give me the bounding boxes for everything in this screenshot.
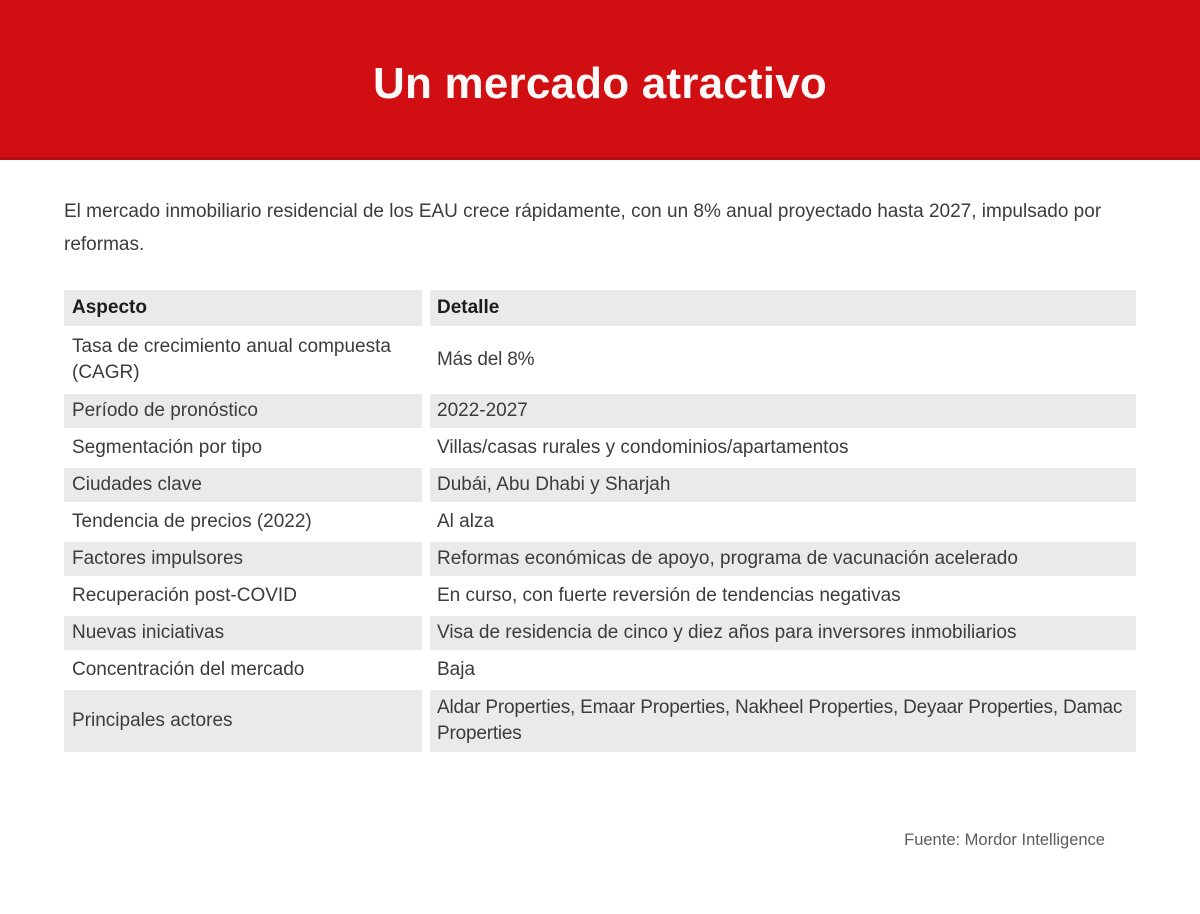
table-header-row xyxy=(64,290,1136,326)
table-row-drivers xyxy=(64,542,1136,576)
detail-cell: En curso, con fuerte reversión de tendencias negativas xyxy=(437,585,901,606)
detail-cell: Reformas económicas de apoyo, programa de vacunación acelerado xyxy=(430,542,1136,576)
table-row-market-concentration xyxy=(64,653,1136,687)
table-row-price-trend xyxy=(64,505,1136,539)
aspect-column-header: Aspecto xyxy=(64,290,422,326)
slide-content xyxy=(0,195,1200,850)
page-title: Un mercado atractivo xyxy=(373,58,827,108)
detail-column-header: Detalle xyxy=(430,290,1136,326)
intro-paragraph: El mercado inmobiliario residencial de los EAU crece rápidamente, con un 8% anual proyectado hasta 2027, impulsado por reformas. xyxy=(64,201,1102,255)
aspect-cell: Segmentación por tipo xyxy=(72,437,263,458)
aspect-cell: Nuevas iniciativas xyxy=(64,616,422,650)
detail-cell: Más del 8% xyxy=(437,349,535,370)
aspect-cell: Tendencia de precios (2022) xyxy=(72,511,312,532)
aspect-cell: Tasa de crecimiento anual compuesta (CAGR) xyxy=(72,336,391,383)
detail-cell: Al alza xyxy=(437,511,495,532)
aspect-cell: Factores impulsores xyxy=(64,542,422,576)
aspect-cell: Concentración del mercado xyxy=(72,659,305,680)
detail-cell: Aldar Properties, Emaar Properties, Nakheel Properties, Deyaar Properties, Damac Properties xyxy=(430,690,1136,752)
table-row-segmentation xyxy=(64,431,1136,465)
title-banner xyxy=(0,0,1200,160)
detail-cell: 2022-2027 xyxy=(430,394,1136,428)
table-row-main-players xyxy=(64,690,1136,752)
source-attribution: Fuente: Mordor Intelligence xyxy=(904,831,1105,849)
detail-cell: Baja xyxy=(437,659,476,680)
table-row-key-cities xyxy=(64,468,1136,502)
aspect-cell: Recuperación post-COVID xyxy=(72,585,297,606)
table-row-post-covid xyxy=(64,579,1136,613)
aspect-cell: Ciudades clave xyxy=(64,468,422,502)
table-row-new-initiatives xyxy=(64,616,1136,650)
aspect-cell: Principales actores xyxy=(64,690,422,752)
table-row-cagr xyxy=(64,329,1136,391)
table-row-forecast-period xyxy=(64,394,1136,428)
detail-cell: Villas/casas rurales y condominios/apartamentos xyxy=(437,437,849,458)
aspects-table xyxy=(64,290,1136,752)
detail-cell: Dubái, Abu Dhabi y Sharjah xyxy=(430,468,1136,502)
aspect-cell: Período de pronóstico xyxy=(64,394,422,428)
detail-cell: Visa de residencia de cinco y diez años para inversores inmobiliarios xyxy=(430,616,1136,650)
